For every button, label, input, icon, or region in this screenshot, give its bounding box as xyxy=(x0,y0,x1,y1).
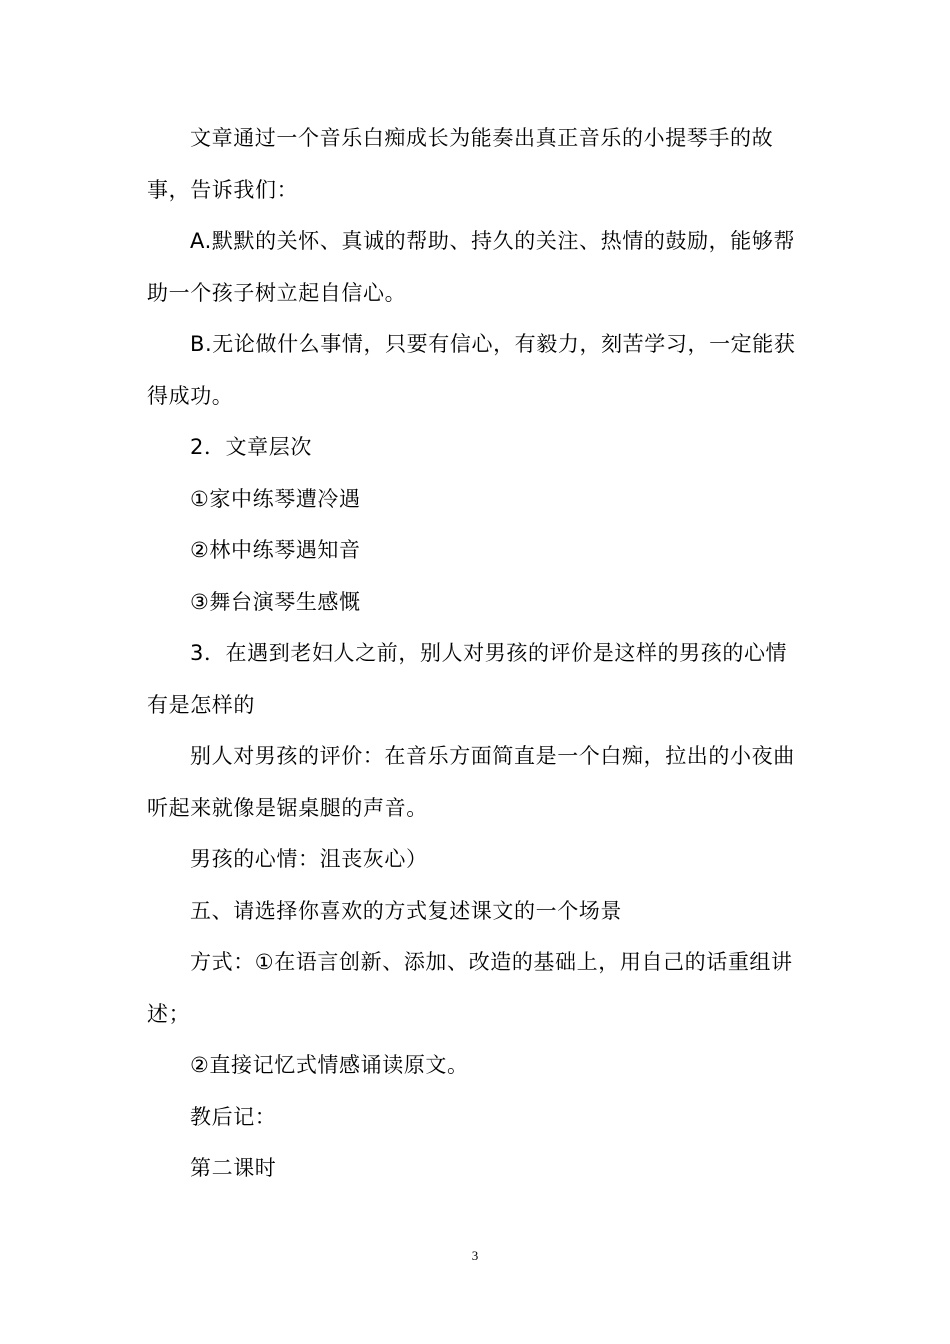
retelling-method-2: ②直接记忆式情感诵读原文。 xyxy=(190,1053,469,1077)
body-text xyxy=(147,113,807,1195)
teaching-notes-label: 教后记： xyxy=(190,1104,277,1129)
structure-item-1: ①家中练琴遭冷遇 xyxy=(190,486,361,511)
structure-item-2: ②林中练琴遇知音 xyxy=(190,538,361,562)
paragraph-summary-intro: 文章通过一个音乐白痴成长为能奏出真正音乐的小提琴手的故事，告诉我们： xyxy=(147,126,774,202)
structure-item-3: ③舞台演琴生感慨 xyxy=(190,589,361,614)
answer-others-evaluation: 别人对男孩的评价：在音乐方面简直是一个白痴，拉出的小夜曲听起来就像是锯桌腿的声音。 xyxy=(147,744,795,820)
retelling-method-1: 方式：①在语言创新、添加、改造的基础上，用自己的话重组讲述； xyxy=(147,950,793,1026)
second-lesson-heading: 第二课时 xyxy=(190,1156,277,1180)
section-five-heading: 五、请选择你喜欢的方式复述课文的一个场景 xyxy=(190,898,622,923)
page-number: 3 xyxy=(471,1248,479,1263)
answer-boy-mood: 男孩的心情：沮丧灰心） xyxy=(190,847,428,871)
paragraph-option-a: A.默默的关怀、真诚的帮助、持久的关注、热情的鼓励，能够帮助一个孩子树立起自信心。 xyxy=(147,229,796,305)
question-3: 3．在遇到老妇人之前，别人对男孩的评价是这样的男孩的心情有是怎样的 xyxy=(147,641,788,717)
paragraph-option-b: B.无论做什么事情，只要有信心，有毅力，刻苦学习，一定能获得成功。 xyxy=(147,332,796,408)
heading-article-structure: 2．文章层次 xyxy=(190,435,312,459)
